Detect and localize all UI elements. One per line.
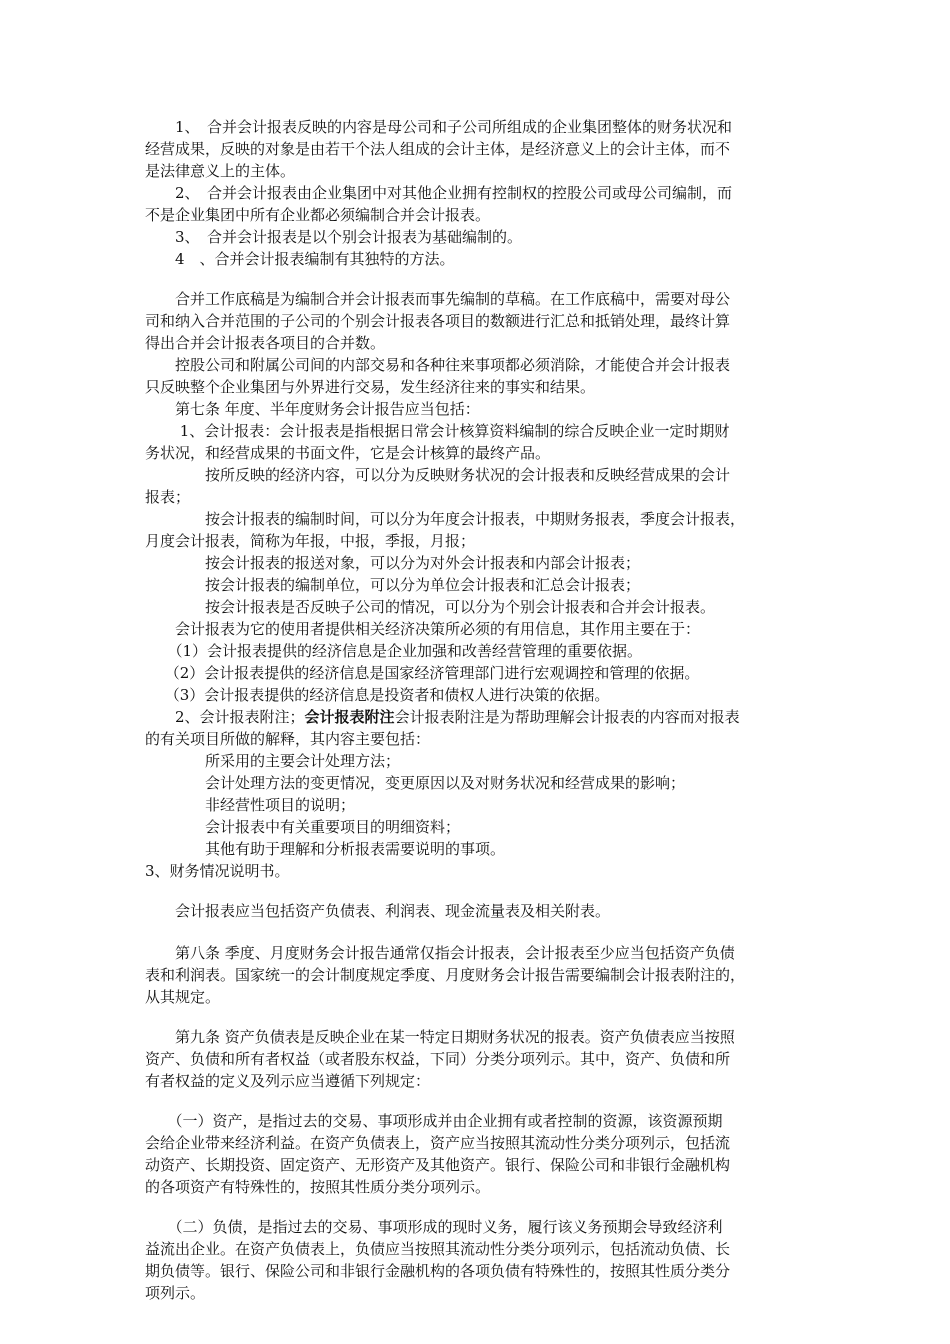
text-line: 所采用的主要会计处理方法； bbox=[145, 752, 401, 770]
text-line: 表和利润表。国家统一的会计制度规定季度、月度财务会计报告需要编制会计报表附注的， bbox=[145, 966, 746, 984]
text-run: 2、会计报表附注； bbox=[145, 708, 305, 726]
text-line: 其他有助于理解和分析报表需要说明的事项。 bbox=[145, 840, 506, 858]
text-line: 第七条 年度、半年度财务会计报告应当包括： bbox=[145, 400, 480, 418]
bold-term: 会计报表附注 bbox=[304, 708, 395, 726]
text-line: 按会计报表的编制时间，可以分为年度会计报表，中期财务报表，季度会计报表， bbox=[145, 510, 746, 528]
text-line: 动资产、长期投资、固定资产、无形资产及其他资产。银行、保险公司和非银行金融机构 bbox=[145, 1156, 731, 1174]
text-line: （二）负债，是指过去的交易、事项形成的现时义务，履行该义务预期会导致经济利 bbox=[145, 1218, 723, 1236]
text-line: 得出合并会计报表各项目的合并数。 bbox=[145, 334, 386, 352]
text-line: 合并工作底稿是为编制合并会计报表而事先编制的草稿。在工作底稿中，需要对母公 bbox=[145, 290, 731, 308]
text-line: 务状况，和经营成果的书面文件，它是会计核算的最终产品。 bbox=[145, 444, 551, 462]
text-line: 益流出企业。在资产负债表上，负债应当按照其流动性分类分项列示，包括流动负债、长 bbox=[145, 1240, 731, 1258]
text-line: 只反映整个企业集团与外界进行交易，发生经济往来的事实和结果。 bbox=[145, 378, 596, 396]
text-line: 按会计报表的编制单位，可以分为单位会计报表和汇总会计报表； bbox=[145, 576, 641, 594]
text-line: 经营成果，反映的对象是由若干个法人组成的会计主体，是经济意义上的会计主体，而不 bbox=[145, 140, 731, 158]
text-line: 会计报表应当包括资产负债表、利润表、现金流量表及相关附表。 bbox=[145, 902, 611, 920]
text-line: （1）会计报表提供的经济信息是企业加强和改善经营管理的重要依据。 bbox=[145, 642, 643, 660]
text-line: 第八条 季度、月度财务会计报告通常仅指会计报表，会计报表至少应当包括资产负债 bbox=[145, 944, 735, 962]
text-line: （3）会计报表提供的经济信息是投资者和债权人进行决策的依据。 bbox=[145, 686, 610, 704]
text-line: 1、 合并会计报表反映的内容是母公司和子公司所组成的企业集团整体的财务状况和 bbox=[145, 118, 733, 136]
text-line: 会计报表中有关重要项目的明细资料； bbox=[145, 818, 461, 836]
text-line: 按会计报表的报送对象，可以分为对外会计报表和内部会计报表； bbox=[145, 554, 641, 572]
text-line: 期负债等。银行、保险公司和非银行金融机构的各项负债有特殊性的，按照其性质分类分 bbox=[145, 1262, 731, 1280]
text-line: 会给企业带来经济利益。在资产负债表上，资产应当按照其流动性分类分项列示，包括流 bbox=[145, 1134, 731, 1152]
text-line: 有者权益的定义及列示应当遵循下列规定： bbox=[145, 1072, 431, 1090]
text-line: 会计报表为它的使用者提供相关经济决策所必须的有用信息，其作用主要在于： bbox=[145, 620, 701, 638]
text-line: 月度会计报表，简称为年报，中报，季报，月报； bbox=[145, 532, 476, 550]
text-line: 项列示。 bbox=[145, 1284, 206, 1302]
text-line: 不是企业集团中所有企业都必须编制合并会计报表。 bbox=[145, 206, 491, 224]
text-line: （2）会计报表提供的经济信息是国家经济管理部门进行宏观调控和管理的依据。 bbox=[145, 664, 700, 682]
text-line: 会计处理方法的变更情况，变更原因以及对财务状况和经营成果的影响； bbox=[145, 774, 686, 792]
text-line: 1、会计报表：会计报表是指根据日常会计核算资料编制的综合反映企业一定时期财 bbox=[145, 422, 730, 440]
text-line: 非经营性项目的说明； bbox=[145, 796, 356, 814]
text-line: 的有关项目所做的解释，其内容主要包括： bbox=[145, 730, 431, 748]
text-line: 司和纳入合并范围的子公司的个别会计报表各项目的数额进行汇总和抵销处理，最终计算 bbox=[145, 312, 731, 330]
text-line: 是法律意义上的主体。 bbox=[145, 162, 296, 180]
text-line: 的各项资产有特殊性的，按照其性质分类分项列示。 bbox=[145, 1178, 491, 1196]
text-run: 会计报表附注是为帮助理解会计报表的内容而对报表 bbox=[394, 708, 740, 726]
text-line: 4 、合并会计报表编制有其独特的方法。 bbox=[145, 250, 455, 268]
text-line: 控股公司和附属公司间的内部交易和各种往来事项都必须消除，才能使合并会计报表 bbox=[145, 356, 731, 374]
text-line: 3、 合并会计报表是以个别会计报表为基础编制的。 bbox=[145, 228, 523, 246]
text-line: 第九条 资产负债表是反映企业在某一特定日期财务状况的报表。资产负债表应当按照 bbox=[145, 1028, 735, 1046]
text-line: 资产、负债和所有者权益（或者股东权益，下同）分类分项列示。其中，资产、负债和所 bbox=[145, 1050, 731, 1068]
text-line: 按所反映的经济内容，可以分为反映财务状况的会计报表和反映经营成果的会计 bbox=[145, 466, 731, 484]
text-line: 3、财务情况说明书。 bbox=[145, 862, 290, 880]
text-line bbox=[145, 706, 740, 728]
text-line: 2、 合并会计报表由企业集团中对其他企业拥有控制权的控股公司或母公司编制，而 bbox=[145, 184, 733, 202]
text-line: 报表； bbox=[145, 488, 191, 506]
text-line: （一）资产，是指过去的交易、事项形成并由企业拥有或者控制的资源，该资源预期 bbox=[145, 1112, 723, 1130]
text-line: 从其规定。 bbox=[145, 988, 221, 1006]
text-line: 按会计报表是否反映子公司的情况，可以分为个别会计报表和合并会计报表。 bbox=[145, 598, 716, 616]
